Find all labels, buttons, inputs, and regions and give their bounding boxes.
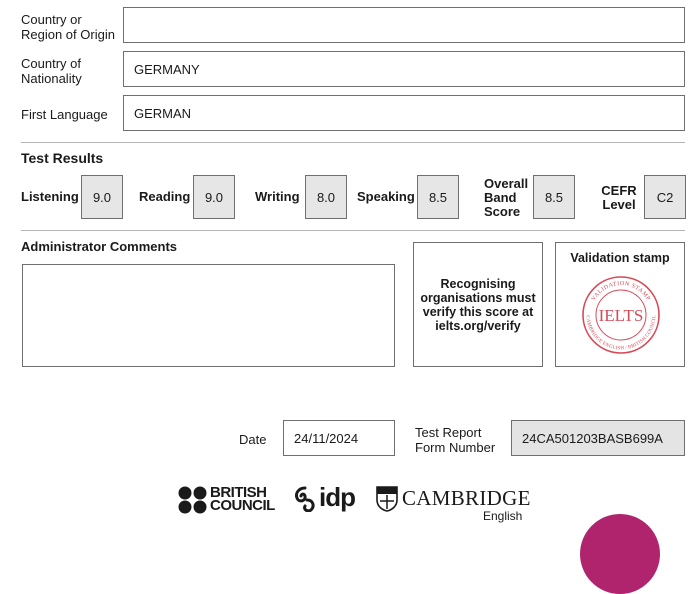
speaking-score: 8.5: [417, 175, 459, 219]
decorative-accent-circle: [580, 514, 660, 594]
stamp-center-text: IELTS: [598, 306, 644, 325]
first-language-field[interactable]: GERMAN: [123, 95, 685, 131]
cambridge-english-logo: [376, 486, 536, 522]
cambridge-shield-icon: [376, 486, 398, 512]
cefr-level-value: C2: [644, 175, 686, 219]
british-council-dots-icon: [178, 486, 208, 514]
listening-score: 9.0: [81, 175, 123, 219]
idp-swirl-icon: [293, 486, 317, 512]
nationality-field[interactable]: GERMANY: [123, 51, 685, 87]
cambridge-english-subtext: English: [483, 509, 523, 523]
date-field[interactable]: 24/11/2024: [283, 420, 395, 456]
cambridge-wordmark: CAMBRIDGE: [402, 486, 531, 510]
british-council-line2: COUNCIL: [210, 497, 275, 514]
overall-band-score: 8.5: [533, 175, 575, 219]
writing-label: Writing: [255, 189, 300, 204]
british-council-logo: [178, 486, 278, 516]
speaking-label: Speaking: [357, 189, 415, 204]
date-label: Date: [239, 432, 267, 447]
reading-score: 9.0: [193, 175, 235, 219]
writing-score: 8.0: [305, 175, 347, 219]
british-council-line1: BRITISH: [210, 484, 267, 501]
first-language-label: First Language: [21, 107, 108, 122]
nationality-label: Country of Nationality: [21, 56, 82, 86]
administrator-comments-title: Administrator Comments: [21, 239, 178, 254]
validation-stamp-title: Validation stamp: [570, 251, 670, 265]
report-form-number-label: Test Report Form Number: [415, 425, 496, 455]
divider: [21, 142, 685, 143]
country-region-label: Country or Region of Origin: [21, 12, 115, 42]
administrator-comments-box[interactable]: [22, 264, 395, 367]
verify-box: [413, 242, 543, 367]
stamp-ring-top-text: VALIDATION STAMP: [590, 280, 652, 303]
validation-stamp-box: [555, 242, 685, 367]
idp-wordmark: idp: [319, 482, 355, 512]
country-region-field[interactable]: [123, 7, 685, 43]
reading-label: Reading: [139, 189, 191, 204]
idp-logo: [293, 484, 361, 516]
cefr-level-label: CEFR Level: [601, 183, 637, 212]
stamp-ring-bottom-text: CAMBRIDGE ENGLISH / BRITISH COUNCIL: [584, 315, 658, 352]
listening-label: Listening: [21, 189, 79, 204]
report-form-number-field[interactable]: 24CA501203BASB699A: [511, 420, 685, 456]
overall-band-label: Overall Band Score: [484, 176, 529, 219]
divider: [21, 230, 685, 231]
ielts-stamp-seal: [581, 275, 661, 355]
test-results-title: Test Results: [21, 150, 104, 166]
verify-text: Recognising organisations must verify this score at ielts.org/verify: [420, 276, 536, 333]
